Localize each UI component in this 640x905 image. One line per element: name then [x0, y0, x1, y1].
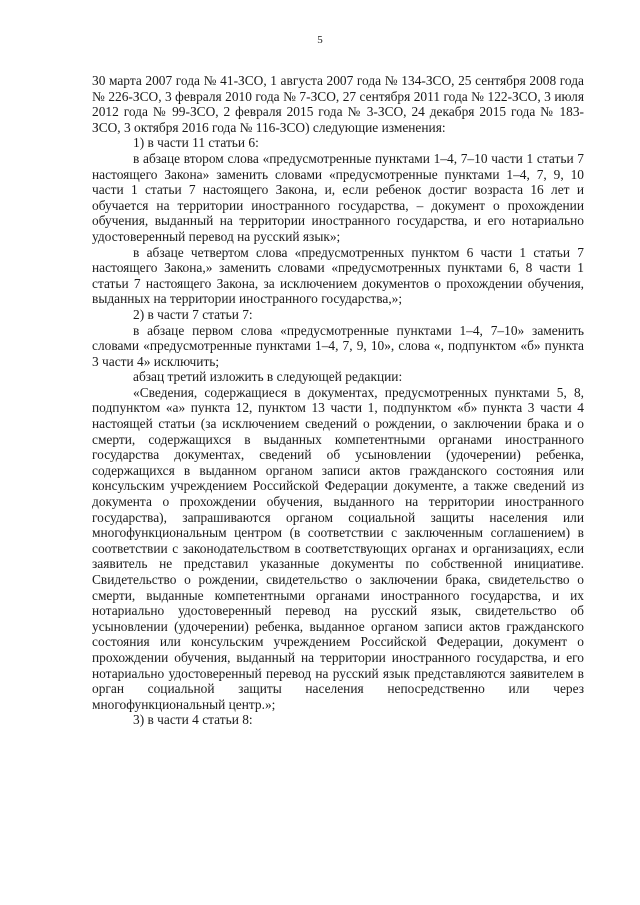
paragraph-8: «Сведения, содержащиеся в документах, предусмотренных пунктами 5, 8, подпунктом «а» пункта 12, пунктом 13 части 1, подпунктом «б» пункта 3 части 4 настоящей статьи (за исключением сведений о рождении, о заключении брака и о смерти, содержащихся в выданных компетентными органами иностранного государства документах, сведений об усыновлении (удочерении) ребенка, содержащихся в выданном органом записи актов гражданского состояния или консульским учреждением Российской Федерации документе, а также сведений из документа о прохождении обучения, выданного на территории иностранного государства), запрашиваются органом социальной защиты населения или многофункциональным центром (в соответствии с заключенным соглашением) в соответствии с законодательством в соответствующих органах и организациях, если заявитель не представил указанные документы по собственной инициативе. Свидетельство о рождении, свидетельство о заключении брака, свидетельство о смерти, выданные компетентными органами иностранного государства, и их нотариально удостоверенный перевод на русский язык, свидетельство об усыновлении (удочерении) ребенка, выданное органом записи актов гражданского состояния или консульским учреждением Российской Федерации, документ о прохождении обучения, выданный на территории иностранного государства, и его нотариально удостоверенный перевод на русский язык представляются заявителем в орган социальной защиты населения непосредственно или через многофункциональный центр.»;: [92, 384, 584, 712]
paragraph-5: 2) в части 7 статьи 7:: [133, 306, 253, 322]
paragraph-4: в абзаце четвертом слова «предусмотренных пунктом 6 части 1 статьи 7 настоящего Закона,» заменить словами «предусмотренных пунктами 6, 8 части 1 статьи 7 настоящего Закона, за исключением документов о прохождении обучения, выданных на территории иностранного государства,»;: [92, 244, 584, 307]
paragraph-9: 3) в части 4 статьи 8:: [133, 712, 253, 728]
document-body: [92, 73, 584, 728]
paragraph-2: 1) в части 11 статьи 6:: [133, 135, 259, 151]
paragraph-7: абзац третий изложить в следующей редакции:: [133, 369, 403, 385]
page-number: 5: [317, 34, 323, 46]
paragraph-3: в абзаце втором слова «предусмотренные пунктами 1–4, 7–10 части 1 статьи 7 настоящего Закона» заменить словами «предусмотренные пунктами 1–4, 7, 9, 10 части 1 статьи 7 настоящего Закона, и, если ребенок достиг возраста 16 лет и обучается на территории иностранного государства, – документ о прохождении обучения, выданный на территории иностранного государства, и его нотариально удостоверенный перевод на русский язык»;: [92, 150, 584, 244]
paragraph-6: в абзаце первом слова «предусмотренные пунктами 1–4, 7–10» заменить словами «предусмотренные пунктами 1–4, 7, 9, 10», слова «, подпунктом «б» пункта 3 части 4» исключить;: [92, 322, 584, 369]
paragraph-1: 30 марта 2007 года № 41-ЗСО, 1 августа 2007 года № 134-ЗСО, 25 сентября 2008 года № 226-ЗСО, 3 февраля 2010 года № 7-ЗСО, 27 сентября 2011 года № 122-ЗСО, 3 июля 2012 года № 99-ЗСО, 2 февраля 2015 года № 3-ЗСО, 24 декабря 2015 года № 183-ЗСО, 3 октября 2016 года № 116-ЗСО) следующие изменения:: [92, 73, 584, 135]
